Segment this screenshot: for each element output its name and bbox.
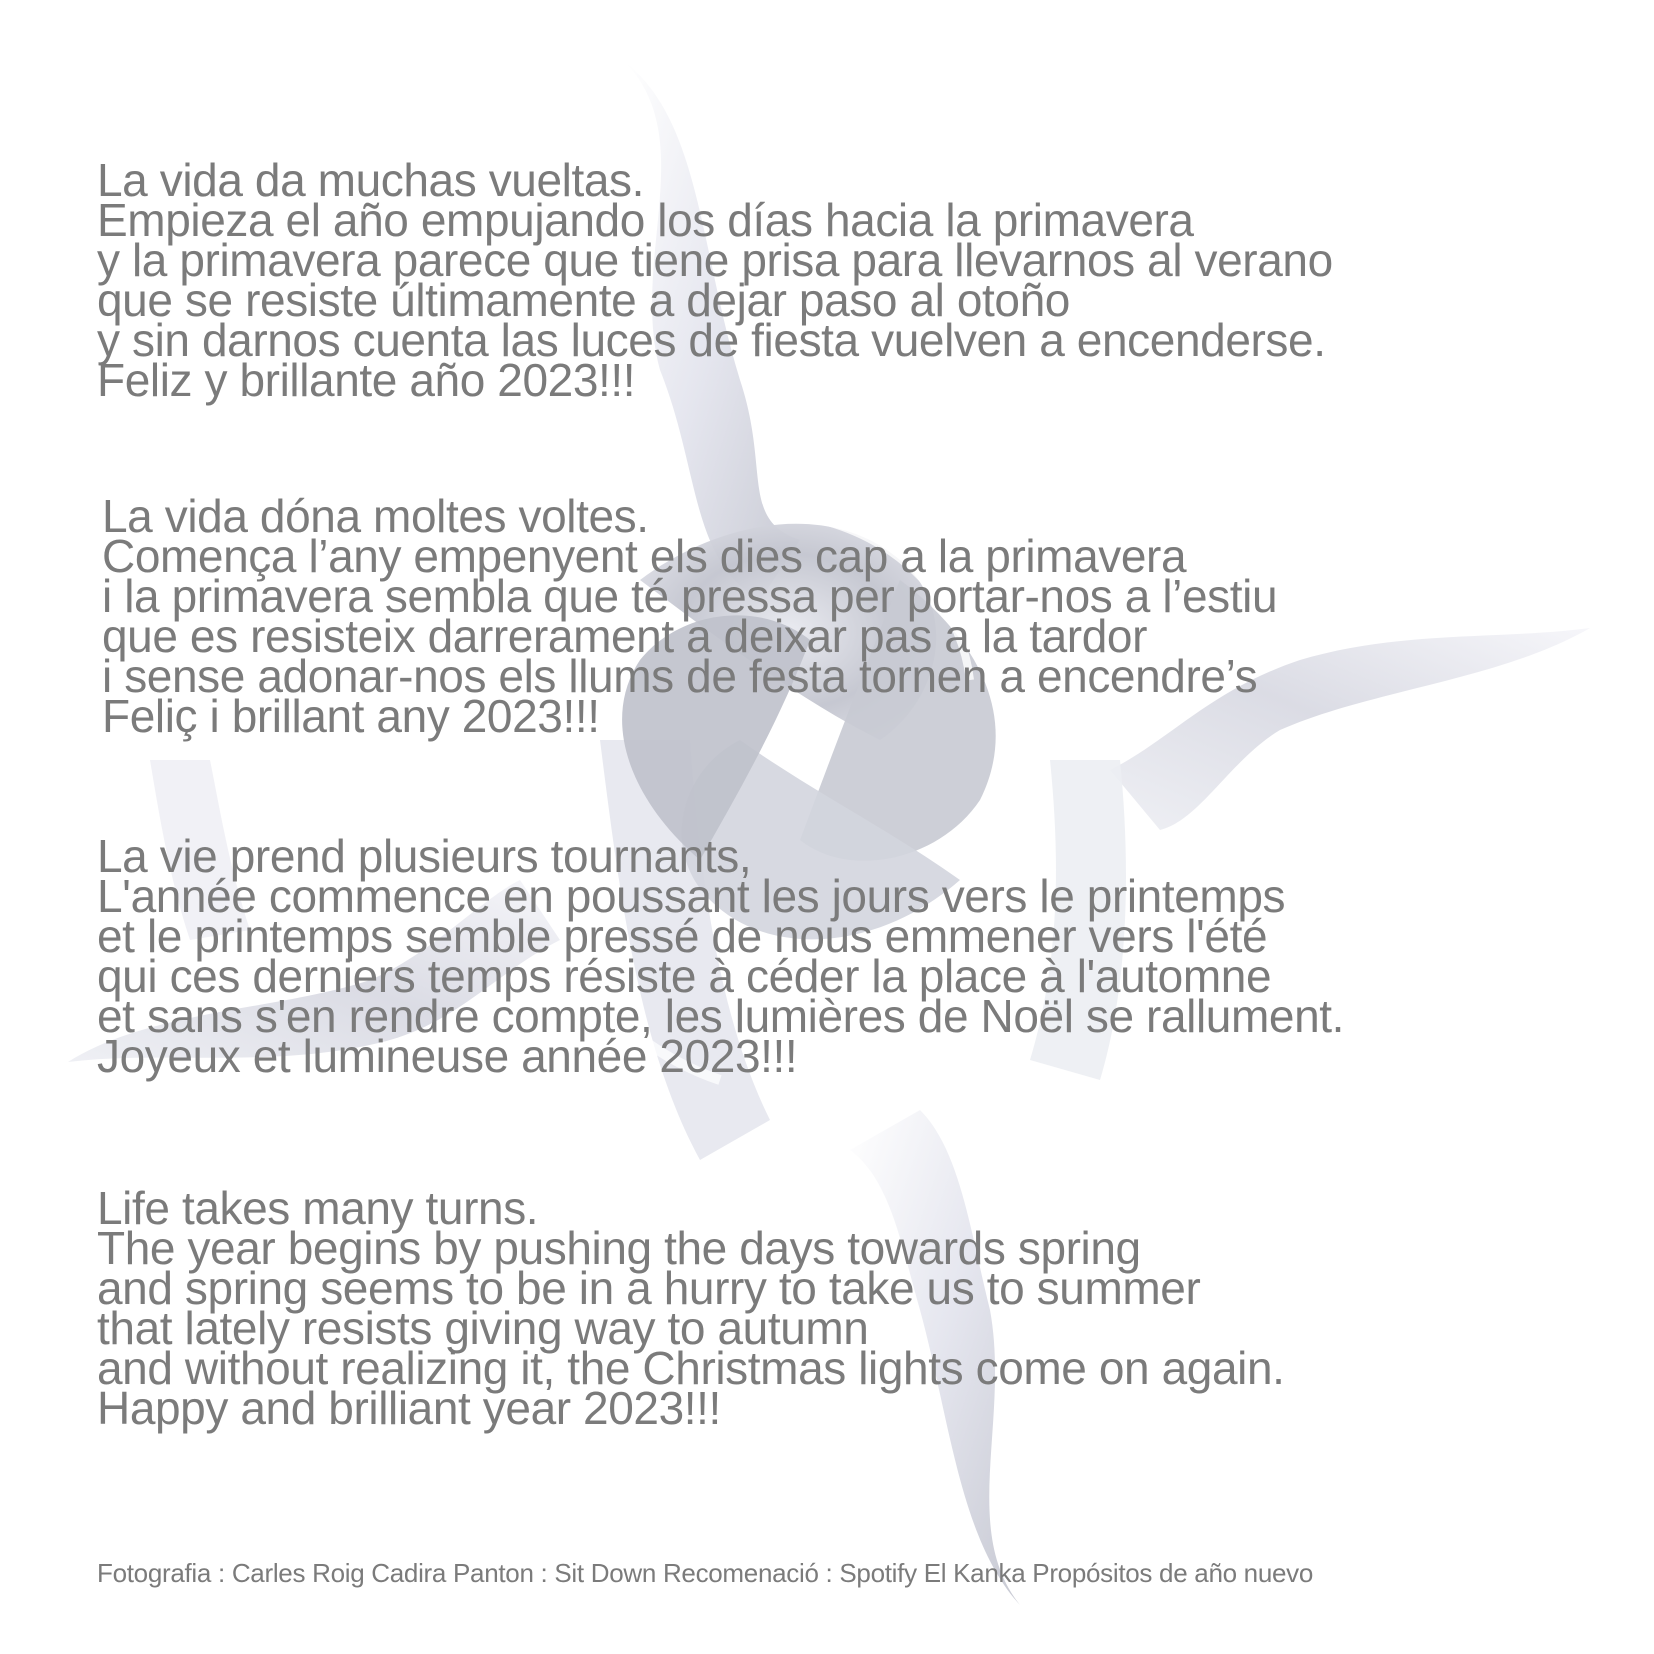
stanza-line: Happy and brilliant year 2023!!! (97, 1382, 721, 1434)
stanza-line: et le printemps semble pressé de nous emmener vers l'été (97, 910, 1268, 962)
stanza-line: i la primavera sembla que té pressa per portar-nos a l’estiu (102, 570, 1278, 622)
stanza-line: L'année commence en poussant les jours vers le printemps (97, 870, 1286, 922)
stanza-line: Empieza el año empujando los días hacia la primavera (97, 194, 1194, 246)
stanza-line: y sin darnos cuenta las luces de fiesta vuelven a encenderse. (97, 314, 1326, 366)
stanza-line: La vida da muchas vueltas. (97, 154, 645, 206)
stanza-french (97, 830, 1345, 1082)
stanza-line: y la primavera parece que tiene prisa para llevarnos al verano (97, 234, 1333, 286)
stanza-line: La vie prend plusieurs tournants, (97, 830, 752, 882)
stanza-line: and spring seems to be in a hurry to take us to summer (97, 1262, 1201, 1314)
stanza-spanish (97, 154, 1333, 406)
stanza-line: Comença l’any empenyent els dies cap a la primavera (102, 530, 1187, 582)
stanza-line: que se resiste últimamente a dejar paso al otoño (97, 274, 1070, 326)
stanza-line: and without realizing it, the Christmas lights come on again. (97, 1342, 1285, 1394)
stanza-english (97, 1182, 1285, 1434)
stanza-line: qui ces derniers temps résiste à céder la place à l'automne (97, 950, 1272, 1002)
stanza-line: La vida dóna moltes voltes. (102, 490, 649, 542)
stanza-line: que es resisteix darrerament a deixar pas a la tardor (102, 610, 1147, 662)
stanza-line: Joyeux et lumineuse année 2023!!! (97, 1030, 798, 1082)
stanza-line: Life takes many turns. (97, 1182, 539, 1234)
photo-credits: Fotografia : Carles Roig Cadira Panton : Sit Down Recomenació : Spotify El Kanka Propósitos de año nuevo (97, 1558, 1314, 1588)
stanza-line: et sans s'en rendre compte, les lumières de Noël se rallument. (97, 990, 1345, 1042)
stanza-line: that lately resists giving way to autumn (97, 1302, 869, 1354)
stanza-line: The year begins by pushing the days towards spring (97, 1222, 1141, 1274)
stanza-line: i sense adonar-nos els llums de festa tornen a encendre’s (102, 650, 1258, 702)
stanza-line: Feliç i brillant any 2023!!! (102, 690, 600, 742)
stanza-line: Feliz y brillante año 2023!!! (97, 354, 636, 406)
stanza-catalan (102, 490, 1278, 742)
